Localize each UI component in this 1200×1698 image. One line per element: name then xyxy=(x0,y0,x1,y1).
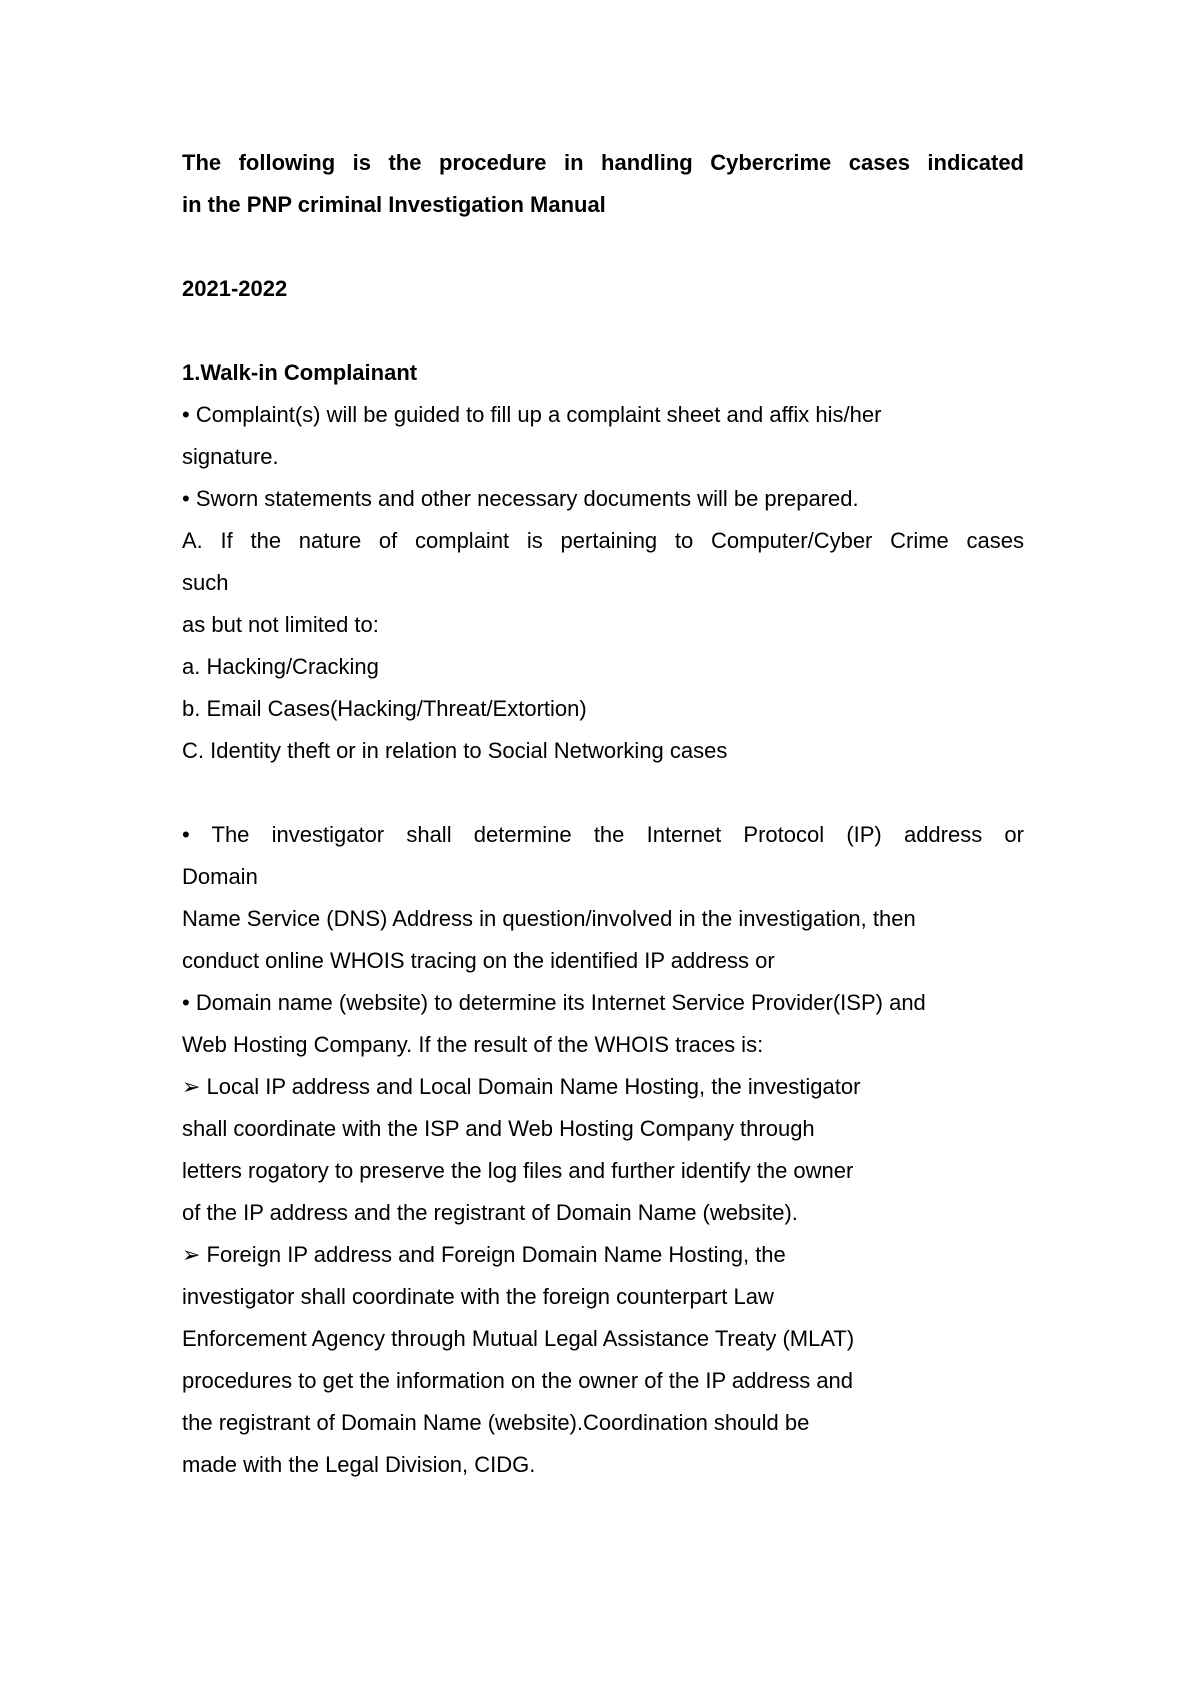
body-line: Domain xyxy=(182,864,258,889)
body-line: Enforcement Agency through Mutual Legal Assistance Treaty (MLAT) xyxy=(182,1326,855,1351)
spacer xyxy=(182,772,1024,814)
body-line: • Domain name (website) to determine its Internet Service Provider(ISP) and xyxy=(182,990,926,1015)
body-line: ➢ Foreign IP address and Foreign Domain Name Hosting, the xyxy=(182,1242,786,1267)
document-body xyxy=(182,142,1024,1486)
title-line-2: in the PNP criminal Investigation Manual xyxy=(182,192,606,217)
body-line: shall coordinate with the ISP and Web Hosting Company through xyxy=(182,1116,815,1141)
body-line: investigator shall coordinate with the foreign counterpart Law xyxy=(182,1284,774,1309)
list-item: C. Identity theft or in relation to Social Networking cases xyxy=(182,738,728,763)
body-line: letters rogatory to preserve the log files and further identify the owner xyxy=(182,1158,854,1183)
body-line: the registrant of Domain Name (website).Coordination should be xyxy=(182,1410,810,1435)
body-line: conduct online WHOIS tracing on the identified IP address or xyxy=(182,948,775,973)
list-item: b. Email Cases(Hacking/Threat/Extortion) xyxy=(182,696,587,721)
body-line: Web Hosting Company. If the result of the WHOIS traces is: xyxy=(182,1032,764,1057)
body-line: A. If the nature of complaint is pertaining to Computer/Cyber Crime cases xyxy=(182,528,1024,553)
body-line: as but not limited to: xyxy=(182,612,379,637)
year-label: 2021-2022 xyxy=(182,276,288,301)
body-line: made with the Legal Division, CIDG. xyxy=(182,1452,536,1477)
body-line: such xyxy=(182,570,229,595)
body-line: Name Service (DNS) Address in question/involved in the investigation, then xyxy=(182,906,916,931)
body-line: ➢ Local IP address and Local Domain Name Hosting, the investigator xyxy=(182,1074,861,1099)
spacer xyxy=(182,226,1024,268)
list-item: a. Hacking/Cracking xyxy=(182,654,379,679)
body-line: • Sworn statements and other necessary documents will be prepared. xyxy=(182,486,859,511)
title-line-1: The following is the procedure in handling Cybercrime cases indicated xyxy=(182,150,1024,175)
section-heading: 1.Walk-in Complainant xyxy=(182,360,418,385)
body-line: of the IP address and the registrant of Domain Name (website). xyxy=(182,1200,798,1225)
body-line: signature. xyxy=(182,444,279,469)
body-line: • Complaint(s) will be guided to fill up a complaint sheet and affix his/her xyxy=(182,402,882,427)
spacer xyxy=(182,310,1024,352)
body-line: procedures to get the information on the owner of the IP address and xyxy=(182,1368,854,1393)
body-line: • The investigator shall determine the Internet Protocol (IP) address or xyxy=(182,822,1024,847)
